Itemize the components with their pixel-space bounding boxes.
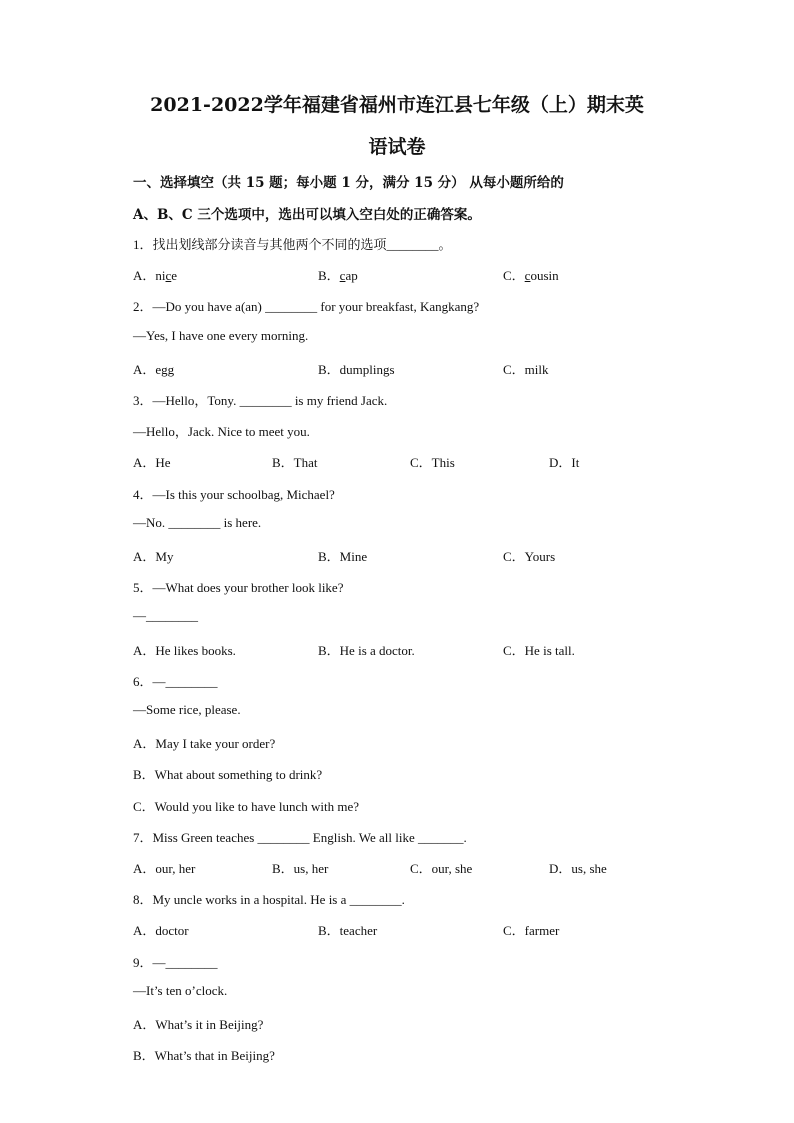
q8-option-b: B．teacher <box>318 923 378 938</box>
section-heading-line-2: A、B、C 三个选项中，选出可以填入空白处的正确答案。 <box>133 207 481 223</box>
question-6-reply: —Some rice, please. <box>133 702 241 717</box>
underlined-letter: c <box>524 268 531 283</box>
q5-option-c: C．He is tall. <box>503 643 575 658</box>
q6-option-c: C．Would you like to have lunch with me? <box>133 799 360 814</box>
q7-option-c: C．our, she <box>410 861 473 876</box>
q8-option-c: C．farmer <box>503 923 560 938</box>
q1-option-a <box>133 265 177 284</box>
option-label: B． <box>318 268 340 283</box>
q6-option-a: A．May I take your order? <box>133 736 276 751</box>
q7-option-d: D．us, she <box>549 861 607 876</box>
question-6-stem: 6．—________ <box>133 674 218 689</box>
question-7-stem: 7．Miss Green teaches ________ English. We all like _______. <box>133 830 467 845</box>
q4-option-a: A．My <box>133 549 174 564</box>
question-8-stem: 8．My uncle works in a hospital. He is a ________. <box>133 892 405 907</box>
option-text-pre: ni <box>155 268 166 283</box>
question-4-stem: 4．—Is this your schoolbag, Michael? <box>133 487 335 502</box>
q3-option-d: D．It <box>549 455 580 470</box>
q9-option-a: A．What’s it in Beijing? <box>133 1017 264 1032</box>
q6-option-b: B．What about something to drink? <box>133 767 323 782</box>
q5-option-a: A．He likes books. <box>133 643 236 658</box>
title-line-2: 语试卷 <box>368 136 426 158</box>
question-1-stem: 1．找出划线部分读音与其他两个不同的选项________。 <box>133 237 452 252</box>
title-line-1: 2021-2022学年福建省福州市连江县七年级（上）期末英 <box>150 94 644 116</box>
q2-option-a: A．egg <box>133 362 175 377</box>
question-9-stem: 9．—________ <box>133 955 218 970</box>
question-3-reply: —Hello，Jack. Nice to meet you. <box>133 424 310 439</box>
q4-option-b: B．Mine <box>318 549 368 564</box>
option-label: A． <box>133 268 156 283</box>
q1-option-c <box>503 265 559 284</box>
question-2-reply: —Yes, I have one every morning. <box>133 328 309 343</box>
q3-option-a: A．He <box>133 455 171 470</box>
q3-option-b: B．That <box>272 455 318 470</box>
underlined-letter: c <box>165 268 172 283</box>
option-label: C． <box>503 268 525 283</box>
q2-option-c: C．milk <box>503 362 549 377</box>
q7-option-b: B．us, her <box>272 861 329 876</box>
option-text-post: ousin <box>530 268 559 283</box>
question-2-stem: 2．—Do you have a(an) ________ for your breakfast, Kangkang? <box>133 299 480 314</box>
q3-option-c: C．This <box>410 455 455 470</box>
q4-option-c: C．Yours <box>503 549 556 564</box>
q7-option-a: A．our, her <box>133 861 196 876</box>
option-text-post: e <box>171 268 178 283</box>
option-text-post: ap <box>345 268 358 283</box>
q5-option-b: B．He is a doctor. <box>318 643 415 658</box>
question-3-stem: 3．—Hello，Tony. ________ is my friend Jack. <box>133 393 388 408</box>
question-9-reply: —It’s ten o’clock. <box>133 983 228 998</box>
q2-option-b: B．dumplings <box>318 362 395 377</box>
question-4-reply: —No. ________ is here. <box>133 515 262 530</box>
question-5-reply: —________ <box>133 608 198 623</box>
underlined-letter: c <box>339 268 346 283</box>
q1-option-b <box>318 265 358 284</box>
question-5-stem: 5．—What does your brother look like? <box>133 580 344 595</box>
section-heading-line-1: 一、选择填空（共 15 题；每小题 1 分，满分 15 分） 从每小题所给的 <box>133 175 564 191</box>
q9-option-b: B．What’s that in Beijing? <box>133 1048 275 1063</box>
q8-option-a: A．doctor <box>133 923 189 938</box>
